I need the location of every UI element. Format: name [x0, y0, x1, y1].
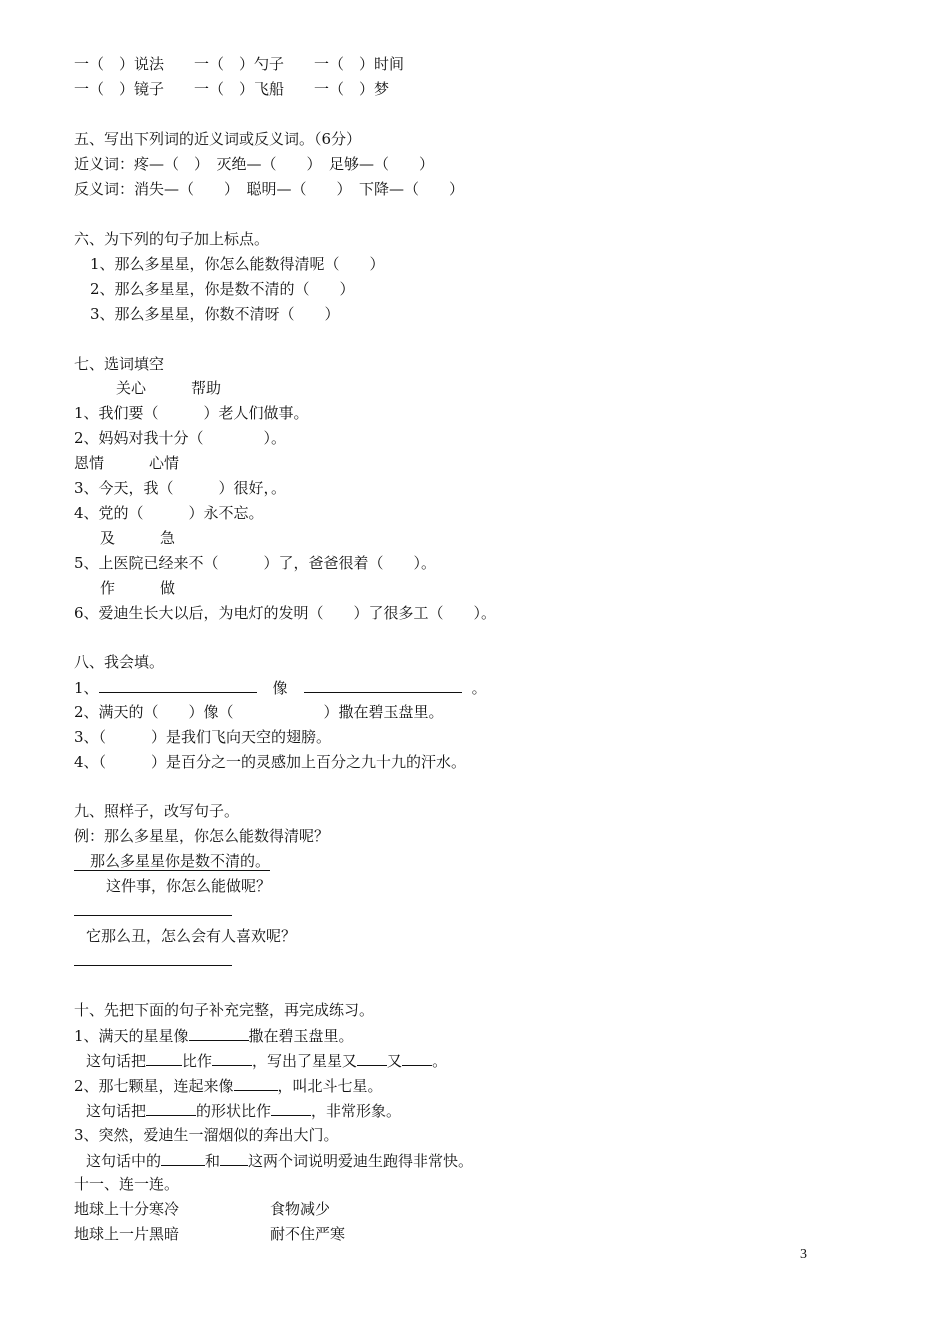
punctuation-item-2: 2、那么多星星，你是数不清的（ ） — [90, 280, 355, 298]
word-choice-4: 作 做 — [100, 579, 176, 597]
match-right-2: 耐不住严寒 — [270, 1225, 346, 1243]
blank-line — [212, 1050, 252, 1066]
fill-item-5: 5、上医院已经来不（ ）了，爸爸很着（ ）。 — [74, 554, 437, 572]
word-choice-1: 关心 帮助 — [116, 379, 222, 397]
sentence-part: 。 — [432, 1052, 448, 1070]
sentence-part: 这句话中的 — [86, 1152, 162, 1170]
example-answer-text: 那么多星星你是数不清的。 — [74, 852, 270, 871]
sentence-part: 撒在碧玉盘里。 — [248, 1027, 354, 1045]
sentence-part: 这两个词说明爱迪生跑得非常快。 — [248, 1152, 474, 1170]
sentence-part: 这句话把 — [86, 1052, 147, 1070]
blank-line — [304, 677, 462, 693]
measure-word-line-2: 一（ ）镜子 一（ ）飞船 一（ ）梦 — [74, 80, 390, 98]
fill-item-4: 4、党的（ ）永不忘。 — [74, 504, 264, 522]
sentence-part: 1、满天的星星像 — [74, 1027, 189, 1045]
blank-line — [234, 1075, 278, 1091]
section-7-title: 七、选词填空 — [74, 355, 165, 373]
rewrite-sentence-1: 这件事，你怎么能做呢？ — [106, 877, 272, 895]
measure-word-line-1: 一（ ）说法 一（ ）勺子 一（ ）时间 — [74, 55, 405, 73]
period: 。 — [471, 679, 487, 697]
match-left-1: 地球上十分寒冷 — [74, 1200, 180, 1218]
blank-line — [99, 677, 257, 693]
item-number: 1、 — [74, 679, 99, 697]
complete-item-3-analysis — [86, 1150, 473, 1171]
simile-item-2: 2、满天的（ ）像（ ）撒在碧玉盘里。 — [74, 703, 444, 721]
blank-line — [146, 1050, 182, 1066]
answer-line-2 — [74, 965, 232, 966]
match-left-2: 地球上一片黑暗 — [74, 1225, 180, 1243]
rewrite-sentence-2: 它那么丑，怎么会有人喜欢呢？ — [86, 927, 297, 945]
blank-line — [271, 1100, 311, 1116]
match-right-1: 食物减少 — [270, 1200, 331, 1218]
section-6-title: 六、为下列的句子加上标点。 — [74, 230, 270, 248]
blank-line — [146, 1100, 196, 1116]
section-8-title: 八、我会填。 — [74, 653, 165, 671]
word-choice-3: 及 急 — [100, 529, 176, 547]
sentence-part: 这句话把 — [86, 1102, 147, 1120]
punctuation-item-1: 1、那么多星星，你怎么能数得清呢（ ） — [90, 255, 385, 273]
sentence-part: 的形状比作 — [196, 1102, 272, 1120]
simile-item-1 — [74, 677, 487, 698]
sentence-part: 2、那七颗星，连起来像 — [74, 1077, 234, 1095]
synonym-line: 近义词：疼—（ ） 灭绝—（ ） 足够—（ ） — [74, 155, 435, 173]
sentence-part: ，写出了星星又 — [252, 1052, 358, 1070]
sentence-part: ，叫北斗七星。 — [277, 1077, 383, 1095]
answer-line-1 — [74, 915, 232, 916]
complete-item-1 — [74, 1025, 354, 1046]
simile-item-3: 3、（ ）是我们飞向天空的翅膀。 — [74, 728, 332, 746]
blank-line — [402, 1050, 432, 1066]
sentence-part: 又 — [387, 1052, 403, 1070]
fill-item-3: 3、今天，我（ ）很好，。 — [74, 479, 287, 497]
blank-line — [189, 1025, 249, 1041]
sentence-part: ，非常形象。 — [311, 1102, 402, 1120]
page-number: 3 — [800, 1247, 807, 1262]
section-9-title: 九、照样子，改写句子。 — [74, 802, 240, 820]
fill-item-1: 1、我们要（ ）老人们做事。 — [74, 404, 309, 422]
complete-item-1-analysis — [86, 1050, 447, 1071]
section-11-title: 十一、连一连。 — [74, 1175, 180, 1193]
sentence-part: 和 — [205, 1152, 221, 1170]
rewrite-example: 例：那么多星星，你怎么能数得清呢？ — [74, 827, 330, 845]
section-5-title: 五、写出下列词的近义词或反义词。（6分） — [74, 130, 362, 148]
blank-line — [357, 1050, 387, 1066]
blank-line — [220, 1150, 248, 1166]
section-10-title: 十、先把下面的句子补充完整，再完成练习。 — [74, 1001, 375, 1019]
word-choice-2: 恩情 心情 — [74, 454, 180, 472]
complete-item-2-analysis — [86, 1100, 401, 1121]
simile-item-4: 4、（ ）是百分之一的灵感加上百分之九十九的汗水。 — [74, 753, 467, 771]
simile-word: 像 — [272, 679, 288, 697]
blank-line — [161, 1150, 205, 1166]
fill-item-6: 6、爱迪生长大以后，为电灯的发明（ ）了很多工（ ）。 — [74, 604, 497, 622]
complete-item-2 — [74, 1075, 383, 1096]
antonym-line: 反义词：消失—（ ） 聪明—（ ） 下降—（ ） — [74, 180, 465, 198]
complete-item-3: 3、突然，爱迪生一溜烟似的奔出大门。 — [74, 1126, 339, 1144]
sentence-part: 比作 — [182, 1052, 213, 1070]
punctuation-item-3: 3、那么多星星，你数不清呀（ ） — [90, 305, 340, 323]
rewrite-example-answer — [74, 851, 270, 871]
fill-item-2: 2、妈妈对我十分（ ）。 — [74, 429, 287, 447]
